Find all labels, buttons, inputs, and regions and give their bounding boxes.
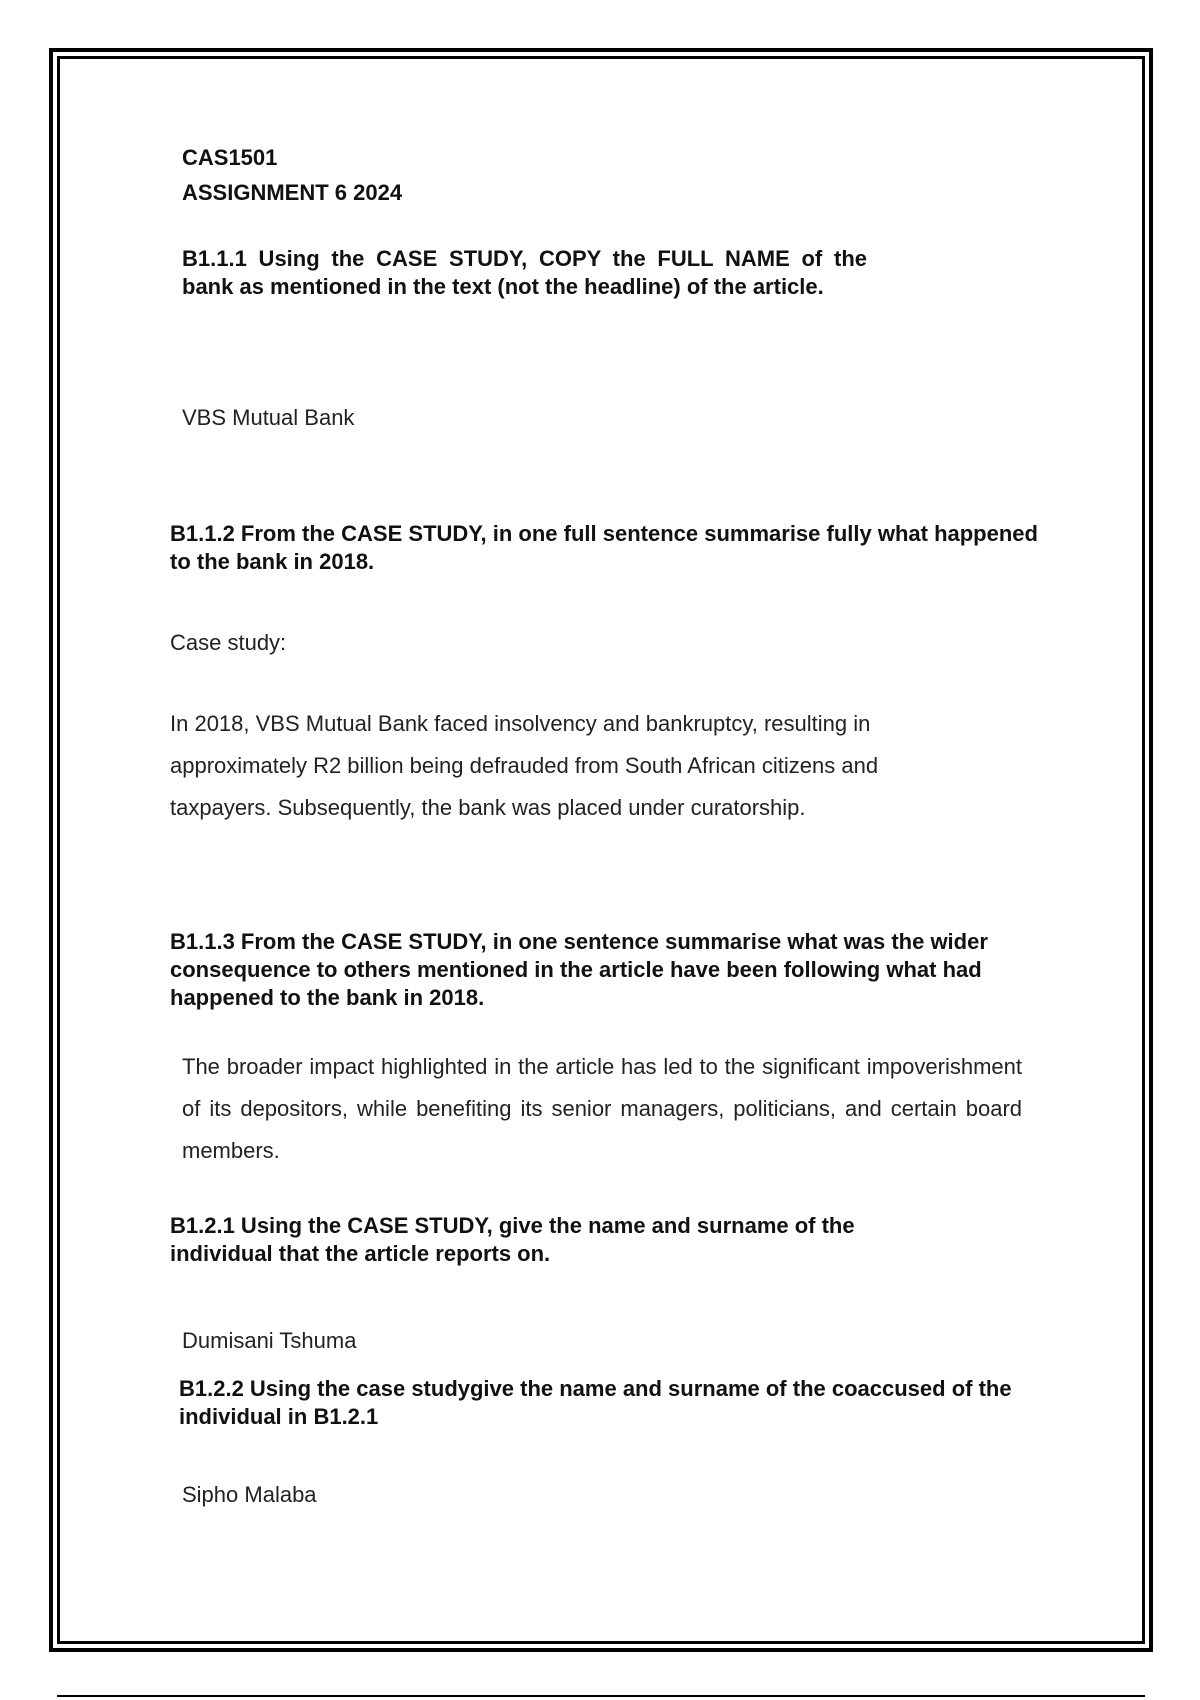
answer-b1-1-3: The broader impact highlighted in the article has led to the significant impoverishment of its depositors, while benefiting its senior managers, politicians, and certain board members. bbox=[182, 1054, 1022, 1163]
question-b1-2-2: B1.2.2 Using the case studygive the name and surname of the coaccused of the individual in B1.2.1 bbox=[179, 1376, 1012, 1429]
answer-b1-2-1: Dumisani Tshuma bbox=[182, 1328, 357, 1353]
answer-b1-1-2: In 2018, VBS Mutual Bank faced insolvency and bankruptcy, resulting in approximately R2 billion being defrauded from South African citizens and taxpayers. Subsequently, the bank was placed under curatorship. bbox=[170, 711, 879, 820]
answer-b1-2-2: Sipho Malaba bbox=[182, 1482, 317, 1507]
assignment-title: ASSIGNMENT 6 2024 bbox=[182, 180, 403, 205]
question-b1-2-1: B1.2.1 Using the CASE STUDY, give the name and surname of the individual that the article reports on. bbox=[170, 1213, 855, 1266]
question-b1-1-1: B1.1.1 Using the CASE STUDY, COPY the FULL NAME of the bank as mentioned in the text (not the headline) of the article. bbox=[182, 246, 867, 299]
course-code: CAS1501 bbox=[182, 145, 278, 170]
footer-rule bbox=[57, 1695, 1145, 1697]
case-study-label: Case study: bbox=[170, 630, 287, 655]
question-b1-1-3: B1.1.3 From the CASE STUDY, in one sentence summarise what was the wider consequence to others mentioned in the article have been following what had happened to the bank in 2018. bbox=[170, 929, 988, 1010]
question-b1-1-2: B1.1.2 From the CASE STUDY, in one full sentence summarise fully what happened to the bank in 2018. bbox=[170, 521, 1038, 574]
answer-b1-1-1: VBS Mutual Bank bbox=[182, 405, 355, 430]
